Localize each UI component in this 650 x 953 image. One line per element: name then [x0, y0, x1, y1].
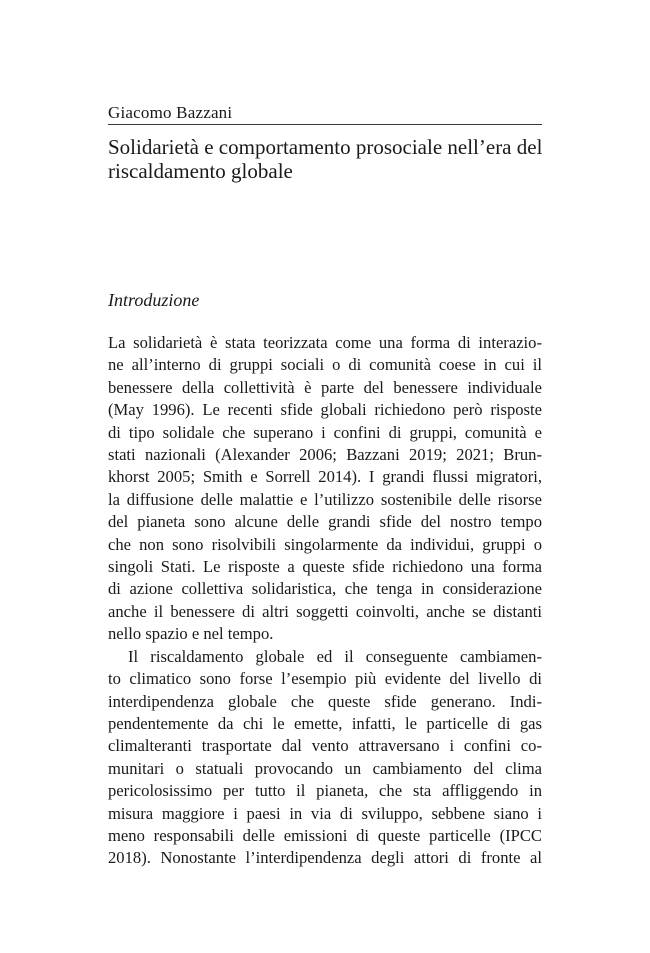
text-line: misura maggiore i paesi in via di sviluppo, sebbene siano i [108, 803, 542, 823]
text-line: Il riscaldamento globale ed il conseguente cambiamen- [128, 646, 542, 666]
chapter-title: Solidarietà e comportamento prosociale nell’era del riscaldamento globale [108, 135, 543, 183]
paragraph-1 [108, 332, 542, 646]
text-line: pendentemente da chi le emette, infatti, le particelle di gas [108, 713, 542, 733]
text-line: interdipendenza globale che queste sfide generano. Indi- [108, 691, 542, 711]
text-line: climalteranti trasportate dal vento attraversano i confini co- [108, 736, 542, 756]
header-rule [108, 124, 542, 125]
text-line: anche il benessere di altri soggetti coinvolti, anche se distanti [108, 601, 542, 621]
text-line: singoli Stati. Le risposte a queste sfide richiedono una forma [108, 557, 542, 577]
text-line: di azione collettiva solidaristica, che tenga in considerazione [108, 579, 542, 599]
text-line: nello spazio e nel tempo. [108, 624, 274, 644]
text-line: la diffusione delle malattie e l’utilizzo sostenibile delle risorse [108, 489, 542, 509]
text-line: La solidarietà è stata teorizzata come una forma di interazio- [108, 333, 542, 352]
body-text [108, 332, 542, 870]
text-line: (May 1996). Le recenti sfide globali richiedono però risposte [108, 400, 542, 420]
text-line: che non sono risolvibili singolarmente da individui, gruppi o [108, 534, 542, 554]
text-line: khorst 2005; Smith e Sorrell 2014). I grandi flussi migratori, [108, 467, 542, 487]
section-heading: Introduzione [108, 290, 200, 310]
text-line: pericolosissimo per tutto il pianeta, che sta affliggendo in [108, 781, 542, 801]
text-line: stati nazionali (Alexander 2006; Bazzani 2019; 2021; Brun- [108, 445, 542, 465]
text-line: meno responsabili delle emissioni di queste particelle (IPCC [108, 825, 542, 845]
text-line: del pianeta sono alcune delle grandi sfide del nostro tempo [108, 512, 542, 532]
text-line: to climatico sono forse l’esempio più evidente del livello di [108, 669, 542, 689]
paragraph-2 [108, 646, 542, 870]
text-line: 2018). Nonostante l’interdipendenza degli attori di fronte al [108, 848, 542, 868]
book-page [108, 0, 542, 953]
text-line: munitari o statuali provocando un cambiamento del clima [108, 758, 542, 778]
text-line: ne all’interno di gruppi sociali o di comunità coese in cui il [108, 355, 542, 375]
text-line: benessere della collettività è parte del benessere individuale [108, 377, 542, 397]
running-header-author: Giacomo Bazzani [108, 103, 233, 122]
text-line: di tipo solidale che superano i confini di gruppi, comunità e [108, 422, 542, 442]
